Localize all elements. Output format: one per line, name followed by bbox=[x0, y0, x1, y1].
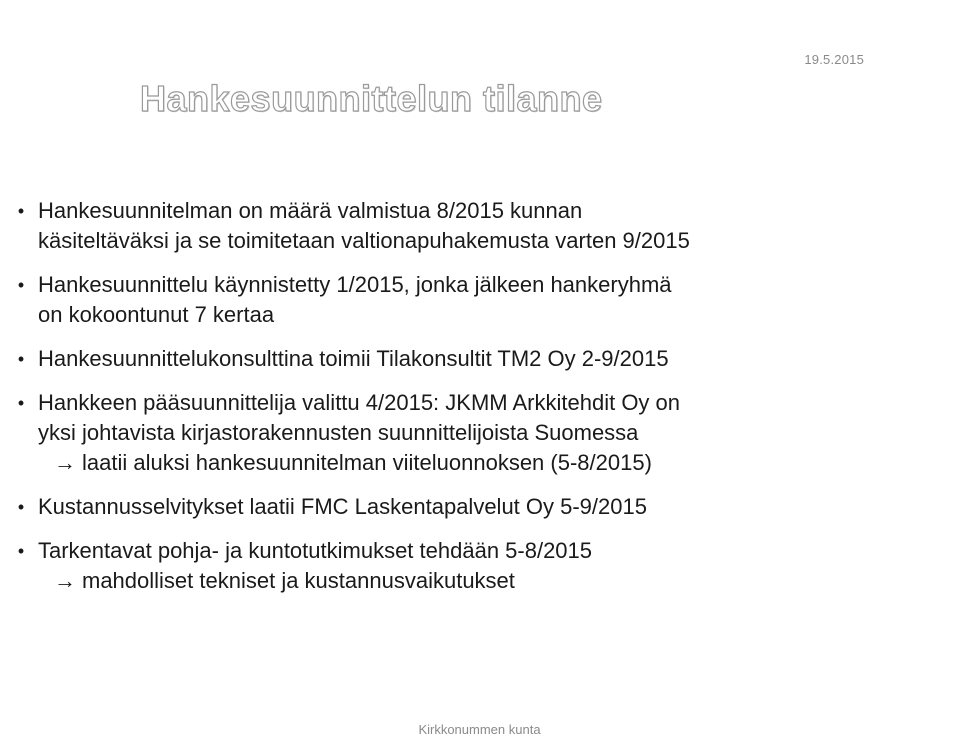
bullet-item bbox=[12, 196, 912, 256]
bullet-text-line: yksi johtavista kirjastorakennusten suunnittelijoista Suomessa bbox=[38, 420, 639, 445]
arrow-right-icon: → bbox=[54, 568, 76, 593]
bullet-icon: • bbox=[17, 393, 25, 413]
bullet-text-line: Tarkentavat pohja- ja kuntotutkimukset tehdään 5-8/2015 bbox=[38, 538, 593, 563]
bullet-text-line: käsiteltäväksi ja se toimitetaan valtionapuhakemusta varten 9/2015 bbox=[38, 228, 690, 253]
bullet-text-line: Hankesuunnittelukonsulttina toimii Tilakonsultit TM2 Oy 2-9/2015 bbox=[38, 346, 669, 371]
bullet-sub-line bbox=[38, 566, 912, 596]
bullet-text-line: Hankesuunnittelu käynnistetty 1/2015, jonka jälkeen hankeryhmä bbox=[38, 272, 672, 297]
bullet-sub-text: laatii aluksi hankesuunnitelman viiteluonnoksen (5-8/2015) bbox=[82, 450, 652, 475]
bullet-text-line: on kokoontunut 7 kertaa bbox=[38, 302, 275, 327]
slide-footer: Kirkkonummen kunta bbox=[418, 722, 541, 737]
bullet-sub-line bbox=[38, 448, 912, 478]
bullet-item bbox=[12, 492, 912, 522]
bullet-icon: • bbox=[17, 201, 25, 221]
bullet-icon: • bbox=[17, 275, 25, 295]
bullet-icon: • bbox=[17, 349, 25, 369]
bullet-icon: • bbox=[17, 541, 25, 561]
bullet-sub-text: mahdolliset tekniset ja kustannusvaikutukset bbox=[82, 568, 515, 593]
bullet-list bbox=[12, 196, 912, 610]
slide-title: Hankesuunnittelun tilanne bbox=[140, 78, 603, 119]
bullet-item bbox=[12, 270, 912, 330]
bullet-item bbox=[12, 388, 912, 478]
bullet-item bbox=[12, 536, 912, 596]
arrow-right-icon: → bbox=[54, 450, 76, 475]
slide-date: 19.5.2015 bbox=[804, 52, 864, 67]
bullet-item bbox=[12, 344, 912, 374]
bullet-text-line: Hankesuunnitelman on määrä valmistua 8/2015 kunnan bbox=[38, 198, 583, 223]
bullet-text-line: Hankkeen pääsuunnittelija valittu 4/2015: JKMM Arkkitehdit Oy on bbox=[38, 390, 681, 415]
bullet-text-line: Kustannusselvitykset laatii FMC Laskentapalvelut Oy 5-9/2015 bbox=[38, 494, 647, 519]
bullet-icon: • bbox=[17, 497, 25, 517]
